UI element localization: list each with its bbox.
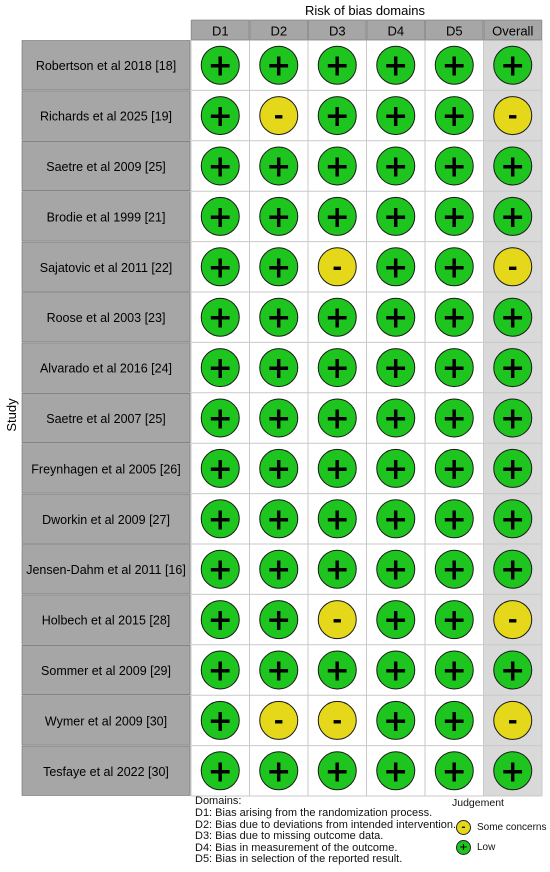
plus-symbol: + (207, 99, 233, 135)
plus-symbol: + (441, 199, 467, 235)
minus-symbol: - (507, 706, 518, 735)
minus-symbol: - (332, 252, 343, 281)
plus-symbol: + (324, 48, 350, 84)
plus-symbol: + (441, 502, 467, 538)
plus-symbol: + (266, 552, 292, 588)
low-dot-icon: + (456, 840, 471, 855)
plus-symbol: + (207, 401, 233, 437)
plus-symbol: + (207, 552, 233, 588)
plus-symbol: + (207, 149, 233, 185)
plus-symbol: + (441, 250, 467, 286)
domain-header-label: D5 (445, 23, 463, 39)
plus-symbol: + (324, 351, 350, 387)
minus-symbol: - (507, 101, 518, 130)
study-label: Brodie et al 1999 [21] (46, 210, 166, 225)
plus-symbol: + (324, 401, 350, 437)
domain-description-d1: D1: Bias arising from the randomization process. (195, 807, 433, 819)
study-label: Sommer et al 2009 [29] (41, 664, 171, 678)
plus-symbol: + (324, 653, 350, 689)
plus-symbol: + (500, 149, 526, 185)
judgement-legend (452, 797, 546, 857)
minus-symbol: - (273, 706, 284, 735)
study-label: Richards et al 2025 [19] (39, 109, 173, 124)
plus-symbol: + (383, 149, 409, 185)
plus-symbol: + (500, 351, 526, 387)
plus-symbol: + (266, 149, 292, 185)
domain-description-d3: D3: Bias due to missing outcome data. (195, 830, 384, 842)
plus-symbol: + (383, 653, 409, 689)
plus-symbol: + (441, 149, 467, 185)
plus-symbol: + (500, 401, 526, 437)
study-label: Freynhagen et al 2005 [26] (31, 462, 181, 477)
domain-description-d5: D5: Bias in selection of the reported result. (195, 853, 403, 865)
plus-symbol: + (383, 754, 409, 790)
plus-symbol: + (500, 653, 526, 689)
plus-symbol: + (266, 451, 292, 487)
plus-symbol: + (383, 552, 409, 588)
study-label: Saetre et al 2009 [25] (46, 160, 166, 174)
plus-symbol: + (266, 401, 292, 437)
plus-symbol: + (500, 754, 526, 790)
plus-symbol: + (441, 552, 467, 588)
plus-symbol: + (441, 401, 467, 437)
plus-symbol: + (266, 48, 292, 84)
domain-description-d4: D4: Bias in measurement of the outcome. (195, 841, 398, 854)
judgement-legend-title: Judgement (452, 797, 504, 809)
study-label: Robertson et al 2018 [18] (35, 59, 177, 74)
study-label: Sajatovic et al 2011 [22] (39, 260, 173, 275)
plus-symbol: + (207, 48, 233, 84)
domain-header-label: D1 (211, 23, 229, 39)
domain-header-label: Overall (492, 23, 534, 39)
plus-symbol: + (441, 48, 467, 84)
some-concerns-dot-icon: - (456, 820, 471, 835)
study-label: Jensen-Dahm et al 2011 [16] (26, 563, 186, 578)
plus-symbol: + (207, 351, 233, 387)
plus-symbol: + (266, 250, 292, 286)
y-axis-label: Study (4, 398, 19, 432)
study-label: Alvarado et al 2016 [24] (39, 361, 173, 376)
domain-header-label: D2 (270, 23, 288, 39)
minus-symbol: - (273, 101, 284, 130)
plus-symbol: + (266, 603, 292, 639)
plus-symbol: + (266, 754, 292, 790)
plus-symbol: + (383, 351, 409, 387)
plus-symbol: + (324, 149, 350, 185)
plus-symbol: + (266, 351, 292, 387)
study-label: Saetre et al 2007 [25] (46, 412, 166, 426)
plus-symbol: + (266, 502, 292, 538)
plus-symbol: + (266, 653, 292, 689)
plus-symbol: + (266, 300, 292, 336)
judgement-legend-some-concerns (456, 817, 546, 837)
plus-symbol: + (383, 502, 409, 538)
plus-symbol: + (441, 603, 467, 639)
study-label: Roose et al 2003 [23] (46, 311, 166, 326)
study-label: Dworkin et al 2009 [27] (42, 512, 170, 527)
plus-symbol: + (324, 754, 350, 790)
minus-symbol: - (507, 605, 518, 634)
plus-symbol: + (207, 300, 233, 336)
plus-symbol: + (266, 199, 292, 235)
plus-symbol: + (324, 300, 350, 336)
plus-symbol: + (207, 653, 233, 689)
study-labels (22, 41, 190, 796)
plus-symbol: + (207, 754, 233, 790)
study-label: Wymer et al 2009 [30] (44, 714, 168, 729)
plus-symbol: + (441, 653, 467, 689)
plus-symbol: + (383, 199, 409, 235)
plus-symbol: + (500, 502, 526, 538)
plus-symbol: + (383, 451, 409, 487)
plus-symbol: + (324, 552, 350, 588)
domains-legend-title: Domains: (195, 795, 242, 807)
grid (191, 20, 542, 796)
plus-symbol: + (383, 401, 409, 437)
minus-symbol: - (507, 252, 518, 281)
plus-symbol: + (441, 451, 467, 487)
plus-symbol: + (383, 603, 409, 639)
plus-symbol: + (207, 250, 233, 286)
plus-symbol: + (383, 250, 409, 286)
plus-symbol: + (207, 703, 233, 739)
domain-header-label: D3 (328, 23, 346, 39)
plus-symbol: + (207, 502, 233, 538)
plus-symbol: + (441, 703, 467, 739)
plus-symbol: + (324, 451, 350, 487)
low-label: Low (477, 841, 496, 853)
plus-symbol: + (441, 351, 467, 387)
plus-symbol: + (324, 199, 350, 235)
chart-title: Risk of bias domains (305, 3, 425, 18)
plus-symbol: + (500, 552, 526, 588)
minus-symbol: - (332, 605, 343, 634)
plus-symbol: + (441, 754, 467, 790)
plus-symbol: + (500, 451, 526, 487)
domain-description-d2: D2: Bias due to deviations from intended intervention. (195, 818, 457, 831)
plus-symbol: + (207, 603, 233, 639)
judgement-legend-low (456, 837, 546, 857)
plus-symbol: + (207, 199, 233, 235)
plus-symbol: + (441, 300, 467, 336)
plus-symbol: + (324, 99, 350, 135)
domain-header-label: D4 (387, 23, 405, 39)
minus-symbol: - (332, 706, 343, 735)
plus-symbol: + (441, 99, 467, 135)
some-concerns-label: Some concerns (477, 821, 547, 833)
plus-symbol: + (383, 300, 409, 336)
plus-symbol: + (500, 48, 526, 84)
plus-symbol: + (383, 99, 409, 135)
study-label: Tesfaye et al 2022 [30] (43, 764, 169, 779)
plus-symbol: + (383, 703, 409, 739)
domains-legend (195, 808, 456, 866)
plus-symbol: + (207, 451, 233, 487)
plus-symbol: + (500, 199, 526, 235)
plus-symbol: + (324, 502, 350, 538)
plus-symbol: + (383, 48, 409, 84)
plus-symbol: + (500, 300, 526, 336)
study-label: Holbech et al 2015 [28] (41, 613, 171, 628)
